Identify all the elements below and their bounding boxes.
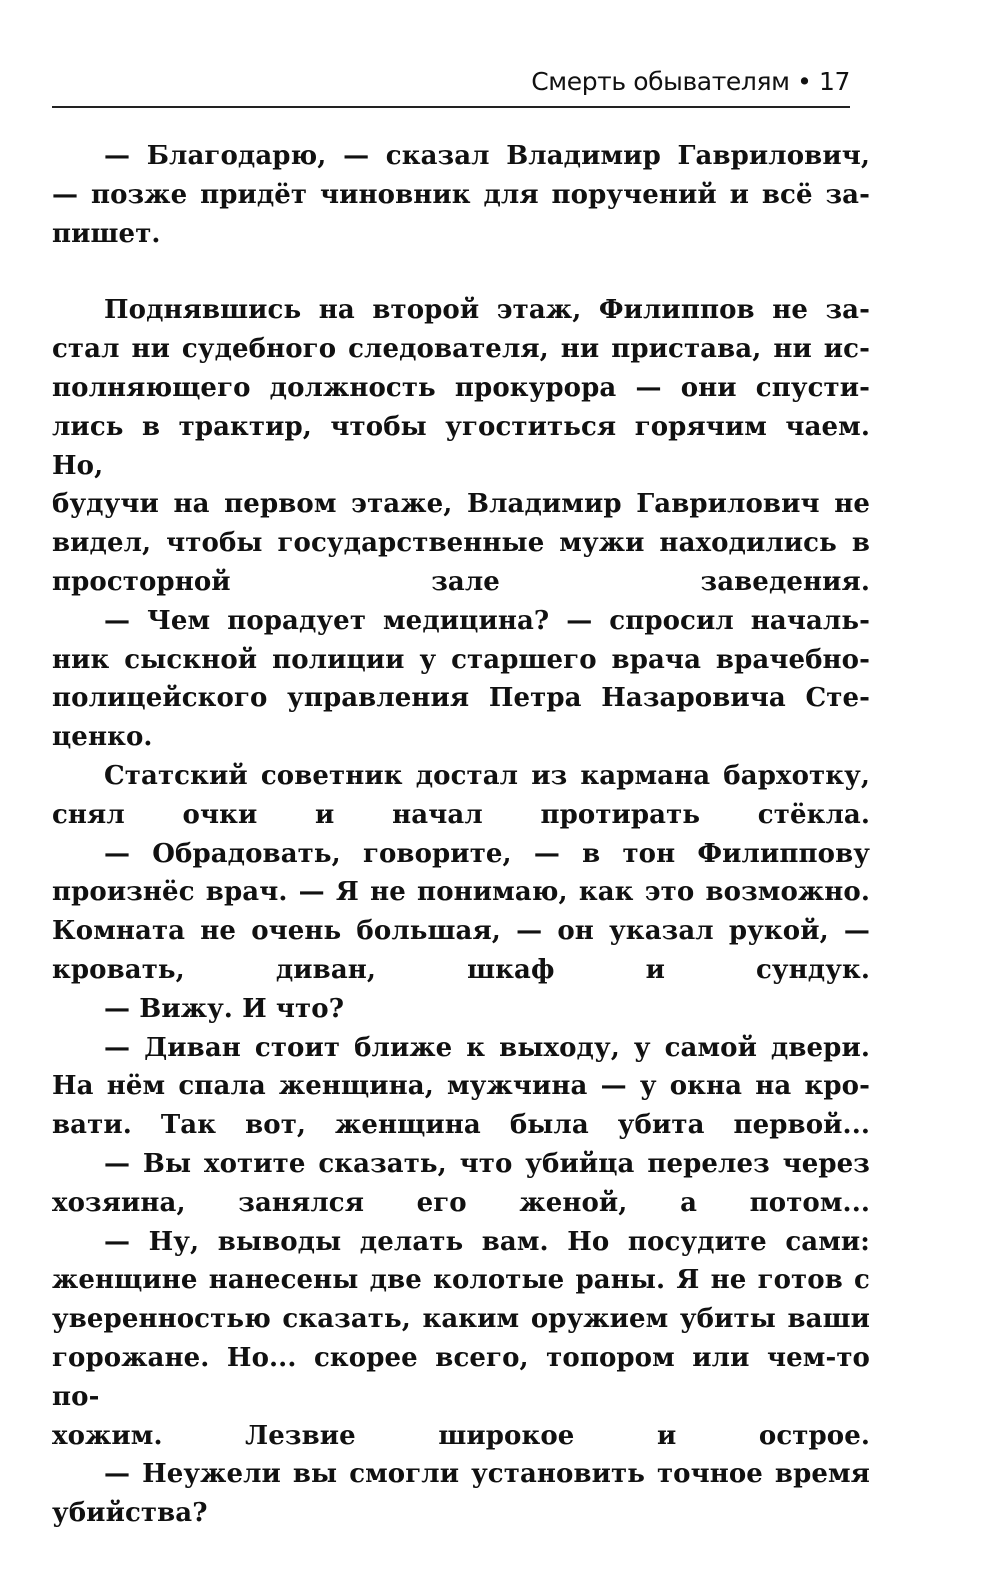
paragraph <box>52 137 870 253</box>
paragraph <box>52 757 870 835</box>
text-line: — Вы хотите сказать, что убийца перелез через <box>104 1148 870 1179</box>
text-line: — Диван стоит ближе к выходу, у самой двери. <box>104 1032 870 1063</box>
text-line: стал ни судебного следователя, ни пристава, ни ис- <box>52 334 870 365</box>
text-line: полицейского управления Петра Назаровича Сте- <box>52 683 870 714</box>
paragraph <box>52 602 870 757</box>
page-body <box>52 137 870 1533</box>
text-line: видел, чтобы государственные мужи находились в <box>52 528 870 559</box>
text-line: Статский советник достал из кармана бархотку, <box>104 760 870 791</box>
paragraph <box>52 1455 870 1533</box>
text-line: — Неужели вы смогли установить точное время <box>104 1459 870 1490</box>
paragraph <box>52 1223 870 1456</box>
text-line: хожим. Лезвие широкое и острое. <box>52 1420 870 1451</box>
paragraph <box>52 990 870 1029</box>
text-line: будучи на первом этаже, Владимир Гаврилович не <box>52 489 870 520</box>
text-line: — Чем порадует медицина? — спросил началь- <box>104 605 870 636</box>
text-line: — Обрадовать, говорите, — в тон Филиппову <box>104 838 870 869</box>
paragraph <box>52 1145 870 1223</box>
text-line: вати. Так вот, женщина была убита первой... <box>52 1110 870 1141</box>
text-line: хозяина, занялся его женой, а потом... <box>52 1187 870 1218</box>
text-line: — Ну, выводы делать вам. Но посудите сами: <box>104 1226 870 1257</box>
text-line: — Вижу. И что? <box>104 993 345 1024</box>
text-line: лись в трактир, чтобы угоститься горячим чаем. Но, <box>52 411 870 481</box>
text-line: — позже придёт чиновник для поручений и всё за- <box>52 179 870 210</box>
text-line: горожане. Но... скорее всего, топором или чем-то по- <box>52 1342 870 1412</box>
text-line: пишет. <box>52 218 161 249</box>
text-line: — Благодарю, — сказал Владимир Гаврилович, <box>104 141 870 171</box>
text-line: ник сыскной полиции у старшего врача врачебно- <box>52 644 870 675</box>
text-line: Поднявшись на второй этаж, Филиппов не за- <box>104 295 870 326</box>
paragraph <box>52 835 870 990</box>
text-line: произнёс врач. — Я не понимаю, как это возможно. <box>52 877 870 908</box>
text-line: убийства? <box>52 1498 208 1529</box>
text-line: просторной зале заведения. <box>52 566 870 597</box>
text-line: снял очки и начал протирать стёкла. <box>52 799 870 830</box>
text-line: уверенностью сказать, каким оружием убиты ваши <box>52 1304 870 1335</box>
text-line: полняющего должность прокурора — они спусти- <box>52 372 870 403</box>
text-line: На нём спала женщина, мужчина — у окна на кро- <box>52 1071 870 1102</box>
paragraph <box>52 291 870 601</box>
text-line: ценко. <box>52 722 153 753</box>
header-rule <box>52 106 850 108</box>
text-line: женщине нанесены две колотые раны. Я не готов с <box>52 1265 870 1296</box>
paragraph <box>52 1029 870 1145</box>
text-line: кровать, диван, шкаф и сундук. <box>52 954 870 985</box>
running-head: Смерть обывателям • 17 <box>531 67 850 96</box>
text-line: Комната не очень большая, — он указал рукой, — <box>52 916 870 947</box>
